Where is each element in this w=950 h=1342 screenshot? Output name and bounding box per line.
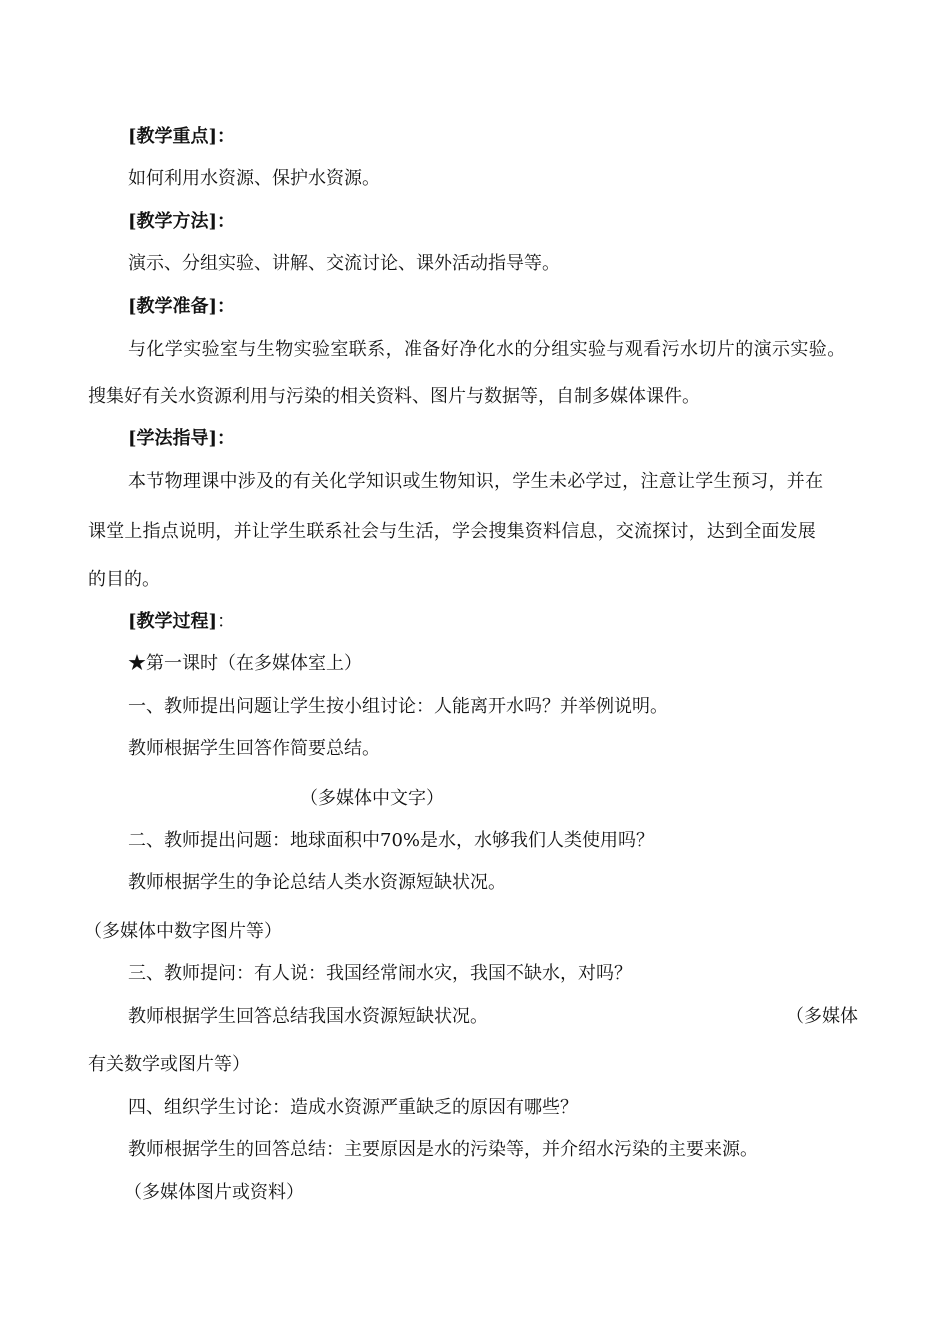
question-three-summary: 教师根据学生回答总结我国水资源短缺状况。 — [128, 1006, 488, 1027]
question-three-media-note-end: 有关数学或图片等） — [88, 1054, 250, 1075]
preparation-heading: [教学准备]： — [128, 296, 236, 317]
key-points-heading: [教学重点]： — [128, 126, 236, 147]
methods-heading: [教学方法]： — [128, 211, 236, 232]
question-three-media-note-start: （多媒体 — [786, 1006, 858, 1027]
key-points-text: 如何利用水资源、保护水资源。 — [128, 168, 380, 189]
question-two-summary: 教师根据学生的争论总结人类水资源短缺状况。 — [128, 872, 506, 893]
study-guide-text-line-3: 的目的。 — [88, 569, 160, 590]
lesson-one-title: ★第一课时（在多媒体室上） — [128, 653, 362, 674]
process-heading-label: [教学过程] — [128, 611, 218, 632]
study-guide-text-line-1: 本节物理课中涉及的有关化学知识或生物知识，学生未必学过，注意让学生预习，并在 — [128, 471, 824, 492]
preparation-text-line-2: 搜集好有关水资源利用与污染的相关资料、图片与数据等，自制多媒体课件。 — [88, 386, 700, 407]
preparation-text-line-1: 与化学实验室与生物实验室联系，准备好净化水的分组实验与观看污水切片的演示实验。 — [128, 339, 846, 360]
question-one: 一、教师提出问题让学生按小组讨论：人能离开水吗？并举例说明。 — [128, 696, 668, 717]
question-two: 二、教师提出问题：地球面积中70%是水，水够我们人类使用吗？ — [128, 830, 655, 851]
process-heading — [128, 610, 235, 634]
question-four-summary: 教师根据学生的回答总结：主要原因是水的污染等，并介绍水污染的主要来源。 — [128, 1139, 758, 1160]
question-one-summary: 教师根据学生回答作简要总结。 — [128, 738, 380, 759]
question-four: 四、组织学生讨论：造成水资源严重缺乏的原因有哪些？ — [128, 1097, 578, 1118]
question-one-media-note: （多媒体中文字） — [300, 788, 444, 809]
question-two-media-note: （多媒体中数字图片等） — [84, 921, 282, 942]
question-three: 三、教师提问：有人说：我国经常闹水灾，我国不缺水，对吗？ — [128, 963, 632, 984]
process-heading-colon: ： — [217, 611, 236, 632]
question-four-media-note: （多媒体图片或资料） — [124, 1182, 304, 1203]
study-guide-heading: [学法指导]： — [128, 428, 236, 449]
study-guide-text-line-2: 课堂上指点说明，并让学生联系社会与生活，学会搜集资料信息，交流探讨，达到全面发展 — [88, 521, 816, 542]
methods-text: 演示、分组实验、讲解、交流讨论、课外活动指导等。 — [128, 253, 560, 274]
